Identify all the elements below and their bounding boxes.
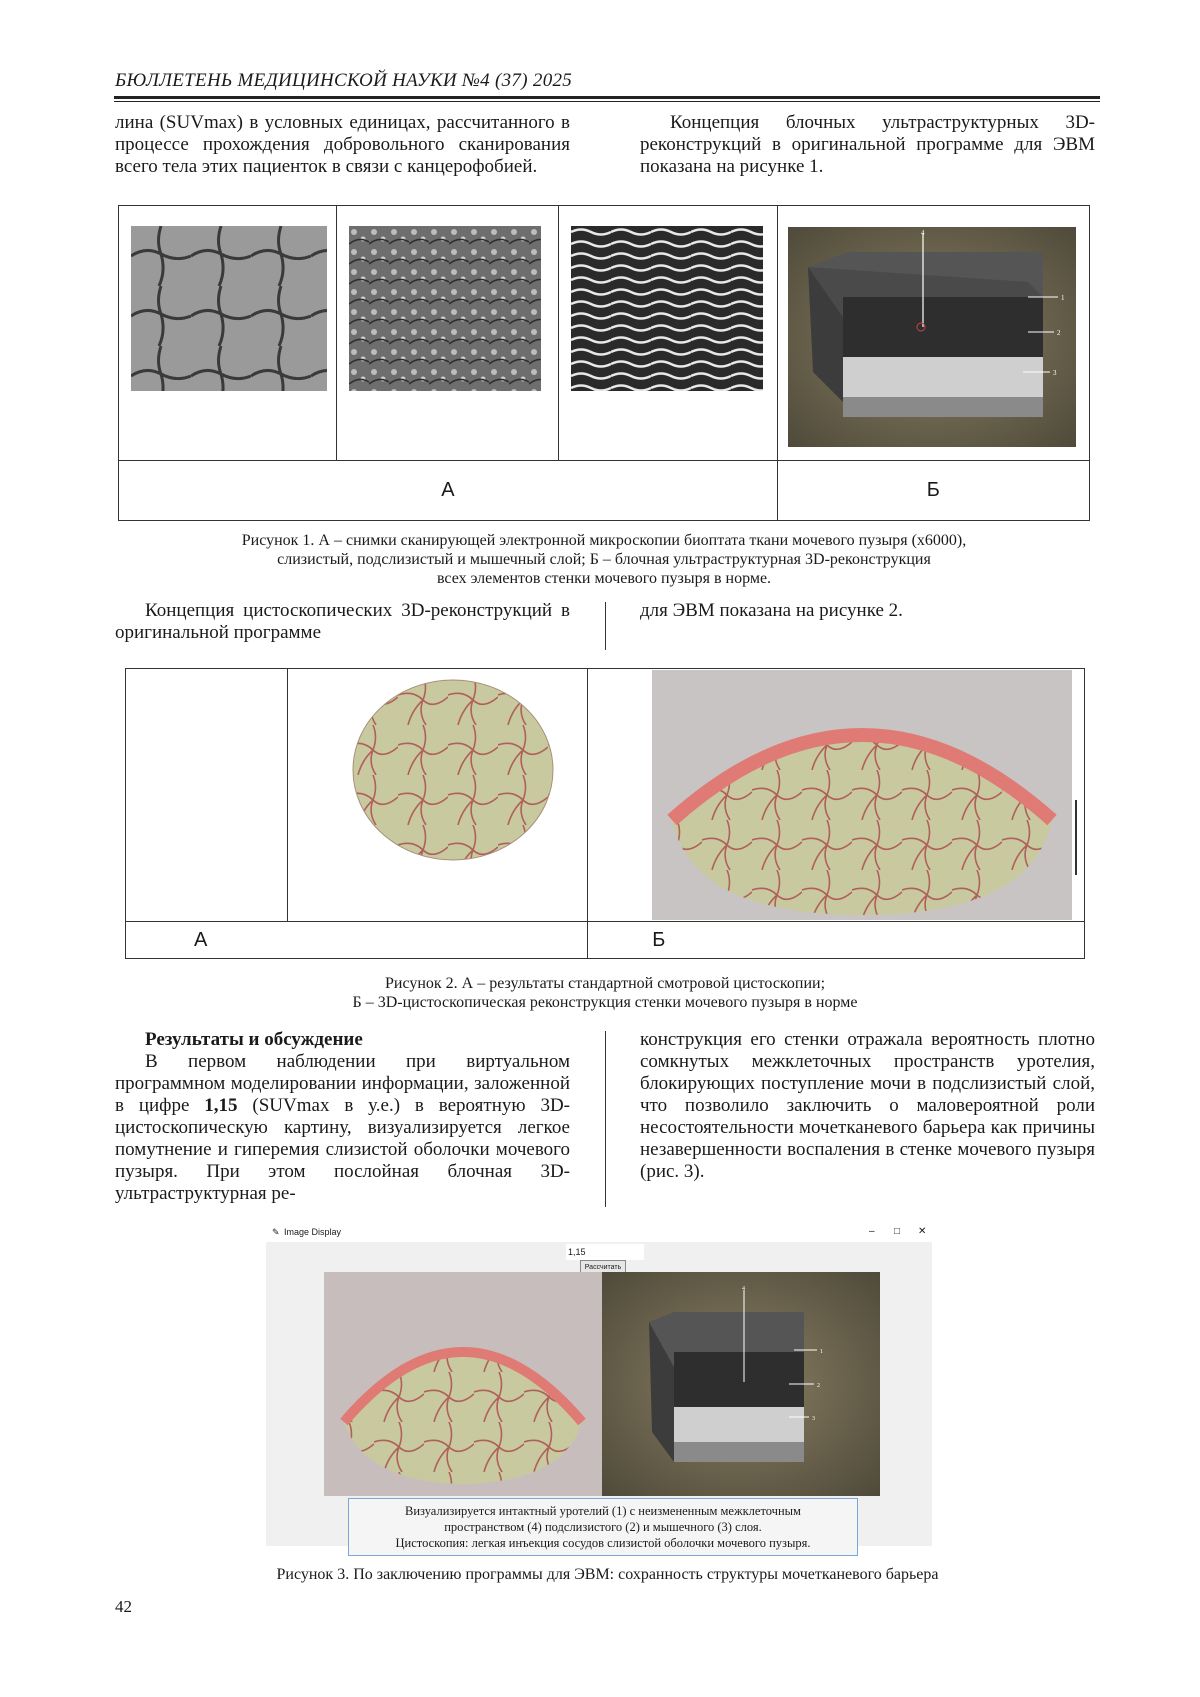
window-app-icon: ✎: [272, 1227, 280, 1237]
cystoscopy-3d-cell: [588, 669, 1085, 922]
sem-urothelium-image: [131, 226, 327, 391]
maximize-button[interactable]: □: [894, 1226, 901, 1237]
top-right-paragraph: Концепция блочных ультраструктурных 3D-реконструкций в оригинальной программе для ЭВМ показана на рисунке 1.: [640, 112, 1095, 177]
results-right-column: [640, 1029, 1095, 1183]
calculate-button[interactable]: Рассчитать: [580, 1260, 626, 1275]
figure1-caption-line3: всех элементов стенки мочевого пузыря в норме.: [436, 570, 772, 587]
block-marker-4: 4: [920, 229, 925, 237]
mid-left-paragraph: Концепция цистоскопических 3D-реконструкций в оригинальной программе: [115, 600, 570, 643]
figure1-caption-line2: слизистый, подслизистый и мышечный слой; Б – блочная ультраструктурная 3D-реконструкция: [277, 551, 931, 568]
suvmax-value: 1,15: [204, 1095, 238, 1116]
mid-left-column: [115, 600, 570, 644]
result-images: [324, 1272, 880, 1496]
results-left-paragraph: [115, 1051, 570, 1205]
figure2-caption: [125, 974, 1085, 1012]
window-titlebar: [266, 1222, 932, 1242]
results-left-text-2: (SUVmax в у.е.) в вероятную 3D-цистоскопическую картину, визуализируется легкое помутнение и гиперемия слизистой оболочки мочевого пузыря. При этом послойная блочная 3D-ультраструктурная ре-: [115, 1095, 570, 1204]
journal-header-title: БЮЛЛЕТЕНЬ МЕДИЦИНСКОЙ НАУКИ №4 (37) 2025: [115, 70, 573, 91]
figure2-table: [125, 668, 1085, 959]
sem-muscle-image: [571, 226, 763, 391]
sem-image-cell-2: [337, 206, 559, 461]
top-left-column: [115, 112, 570, 178]
figure2-caption-line2: Б – 3D-цистоскопическая реконструкция стенки мочевого пузыря в норме: [352, 994, 858, 1011]
figure2-empty-cell: [126, 669, 288, 922]
conclusion-line2: пространством (4) подслизистого (2) и мышечного (3) слоя.: [444, 1520, 762, 1534]
result-marker-3: 3: [812, 1416, 815, 1422]
mid-right-column: [640, 600, 1095, 622]
figure1-label-a-text: А: [441, 479, 455, 501]
block-3d-cell: [777, 206, 1089, 461]
figure1-table: [118, 205, 1090, 521]
close-button[interactable]: ✕: [918, 1226, 927, 1237]
conclusion-line1: Визуализируется интактный уротелий (1) с неизмененным межклеточным: [405, 1504, 801, 1518]
result-marker-2: 2: [817, 1383, 820, 1389]
cystoscopy-3d-reconstruction-image: [652, 670, 1072, 920]
top-left-paragraph: лина (SUVmax) в условных единицах, рассчитанного в процессе прохождения добровольного сканирования всего тела этих пациенток в связи с канцерофобией.: [115, 112, 570, 177]
figure2-scrollbar[interactable]: [1075, 800, 1077, 875]
sem-image-cell-1: [119, 206, 337, 461]
results-heading: Результаты и обсуждение: [145, 1029, 363, 1050]
figure2-label-b: [588, 922, 1085, 959]
figure2-label-a-text: А: [194, 928, 208, 951]
sem-image-cell-3: [559, 206, 777, 461]
figure1-label-a: [119, 461, 778, 521]
conclusion-text-box: [348, 1498, 858, 1556]
window-title: Image Display: [284, 1227, 342, 1237]
result-marker-4: 4: [742, 1286, 745, 1292]
results-column-divider: [605, 1031, 606, 1207]
standard-cystoscopy-image: [348, 675, 558, 865]
figure1-label-b-text: Б: [926, 479, 940, 501]
results-right-paragraph: конструкция его стенки отражала вероятность плотно сомкнутых межклеточных пространств уротелия, блокирующих поступление мочи в подслизистый слой, что позволило заключить о маловероятной роли несостоятельности мочетканевого барьера как причины незавершенности воспаления в стенке мочевого пузыря (рис. 3).: [640, 1029, 1095, 1182]
results-left-column: [115, 1029, 570, 1205]
suv-input[interactable]: 1,15: [566, 1244, 644, 1260]
cystoscopy-cell: [287, 669, 587, 922]
conclusion-line3: Цистоскопия: легкая инъекция сосудов слизистой оболочки мочевого пузыря.: [395, 1536, 811, 1550]
mid-right-paragraph: для ЭВМ показана на рисунке 2.: [640, 600, 903, 621]
block-marker-2: 2: [1056, 329, 1061, 337]
results-left-text-1: В первом наблюдении при виртуальном программном моделировании информации, заложенной в цифре: [115, 1051, 570, 1116]
block-3d-reconstruction-image: [788, 227, 1076, 447]
top-right-column: [640, 112, 1095, 178]
sem-submucosa-image: [349, 226, 541, 391]
figure1-label-b: [777, 461, 1089, 521]
figure1-caption: [118, 531, 1090, 588]
header-rule: [114, 96, 1100, 99]
column-divider: [605, 602, 606, 650]
image-display-window: [266, 1222, 932, 1550]
figure3-caption: Рисунок 3. По заключению программы для ЭВМ: сохранность структуры мочетканевого барьера: [276, 1566, 939, 1583]
figure2-label-b-text: Б: [652, 928, 666, 951]
result-marker-1: 1: [820, 1349, 823, 1355]
header-rule-thin: [114, 101, 1100, 102]
block-marker-1: 1: [1060, 294, 1065, 302]
block-marker-3: 3: [1052, 369, 1057, 377]
page-number: 42: [115, 1597, 132, 1616]
minimize-button[interactable]: –: [869, 1226, 875, 1237]
figure1-caption-line1: Рисунок 1. А – снимки сканирующей электронной микроскопии биоптата ткани мочевого пузыря (х6000),: [241, 532, 967, 549]
figure2-caption-line1: Рисунок 2. А – результаты стандартной смотровой цистоскопии;: [384, 975, 826, 992]
figure2-label-a: [126, 922, 588, 959]
